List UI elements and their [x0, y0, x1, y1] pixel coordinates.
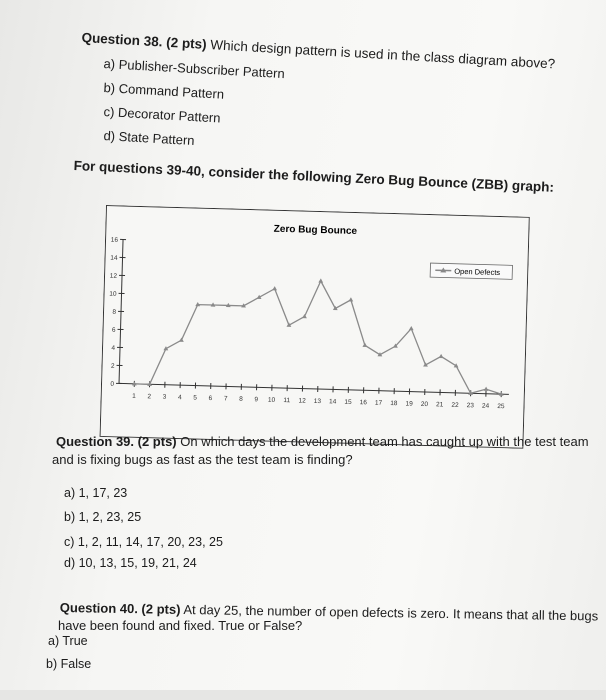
question-40-label: Question 40. (2 pts): [59, 600, 181, 617]
question-39-label: Question 39. (2 pts): [56, 434, 177, 449]
y-tick-label: 16: [110, 236, 119, 244]
option-text: State Pattern: [118, 128, 195, 149]
x-tick-label: 4: [177, 394, 182, 402]
question-38-option-a: [103, 56, 285, 81]
x-tick-label: 15: [344, 398, 352, 406]
question-39-option-a: [64, 486, 127, 500]
chart-legend: [430, 263, 512, 279]
option-text: Decorator Pattern: [117, 104, 221, 126]
question-39-text-1: On which days the development team has caught up with the test team: [180, 434, 589, 449]
x-tick-label: 12: [298, 397, 306, 405]
question-40-option-a: [48, 634, 88, 648]
x-tick-label: 14: [328, 398, 337, 406]
x-tick-label: 20: [420, 400, 429, 409]
legend-label: Open Defects: [454, 266, 501, 278]
x-tick-label: 3: [162, 393, 167, 401]
x-tick-label: 21: [436, 401, 444, 409]
y-tick-label: 10: [109, 290, 117, 298]
option-letter: b): [64, 510, 76, 524]
question-38-text: Which design pattern is used in the class diagram above?: [210, 37, 556, 72]
option-letter: c): [64, 535, 75, 549]
y-tick-label: 6: [111, 326, 116, 334]
question-38-option-c: [103, 104, 221, 126]
option-letter: a): [64, 486, 76, 500]
y-tick-label: 0: [110, 380, 115, 388]
option-text: Command Pattern: [118, 80, 225, 102]
option-text: 1, 2, 23, 25: [78, 510, 142, 524]
question-39-option-c: [64, 535, 223, 549]
x-tick-label: 16: [359, 399, 367, 407]
question-38-option-b: [103, 80, 224, 102]
chart-title: Zero Bug Bounce: [273, 223, 358, 238]
question-38-option-d: [103, 128, 195, 148]
x-tick-label: 9: [254, 396, 259, 404]
x-tick-label: 18: [390, 400, 398, 408]
x-tick-label: 5: [193, 394, 198, 402]
x-tick-label: 2: [147, 393, 152, 401]
option-text: 10, 13, 15, 19, 21, 24: [78, 556, 197, 570]
x-tick-label: 25: [497, 403, 505, 411]
question-40-option-b: [46, 657, 91, 671]
x-tick-label: 7: [223, 395, 228, 403]
option-text: False: [60, 657, 92, 671]
option-letter: a): [48, 634, 60, 648]
x-tick-label: 22: [451, 401, 459, 409]
x-tick-label: 13: [313, 397, 322, 406]
option-letter: b): [46, 657, 58, 671]
x-tick-label: 10: [267, 396, 276, 404]
y-tick-label: 12: [109, 272, 118, 280]
option-letter: d): [64, 556, 76, 570]
option-text: 1, 2, 11, 14, 17, 20, 23, 25: [77, 535, 223, 549]
page-bottom-edge: [0, 690, 606, 700]
y-tick-label: 8: [112, 308, 117, 316]
question-40-text-1: At day 25, the number of open defects is zero. It means that all the bugs: [183, 601, 599, 624]
question-39-stem-line-1: [56, 434, 589, 449]
zbb-chart-svg: [100, 205, 530, 449]
question-39-option-b: [64, 510, 141, 524]
question-39-option-d: [64, 556, 197, 570]
x-tick-label: 6: [208, 394, 213, 403]
zbb-chart: [100, 205, 530, 449]
question-38-label: Question 38. (2 pts): [81, 30, 208, 52]
x-tick-label: 17: [374, 399, 383, 407]
x-tick-label: 11: [283, 397, 291, 405]
y-tick-label: 4: [111, 344, 116, 352]
option-letter: b): [103, 80, 116, 96]
x-tick-label: 8: [239, 395, 243, 403]
question-39-stem-line-2: and is fixing bugs as fast as the test team is finding?: [52, 452, 353, 467]
x-tick-label: 23: [466, 402, 475, 410]
option-letter: c): [103, 104, 115, 120]
option-text: True: [62, 634, 88, 648]
y-tick-label: 14: [110, 254, 118, 262]
x-tick-label: 1: [132, 392, 136, 400]
x-tick-label: 24: [481, 402, 490, 410]
y-tick-label: 2: [110, 362, 115, 370]
section-heading-39-40: For questions 39-40, consider the following Zero Bug Bounce (ZBB) graph:: [73, 158, 555, 195]
option-text: Publisher-Subscriber Pattern: [118, 56, 286, 82]
question-40-stem-line-2: have been found and fixed. True or False?: [58, 618, 303, 633]
chart-border: [100, 206, 529, 449]
option-text: 1, 17, 23: [78, 486, 128, 500]
x-tick-label: 19: [405, 400, 413, 408]
option-letter: a): [103, 56, 116, 72]
option-letter: d): [103, 128, 116, 144]
